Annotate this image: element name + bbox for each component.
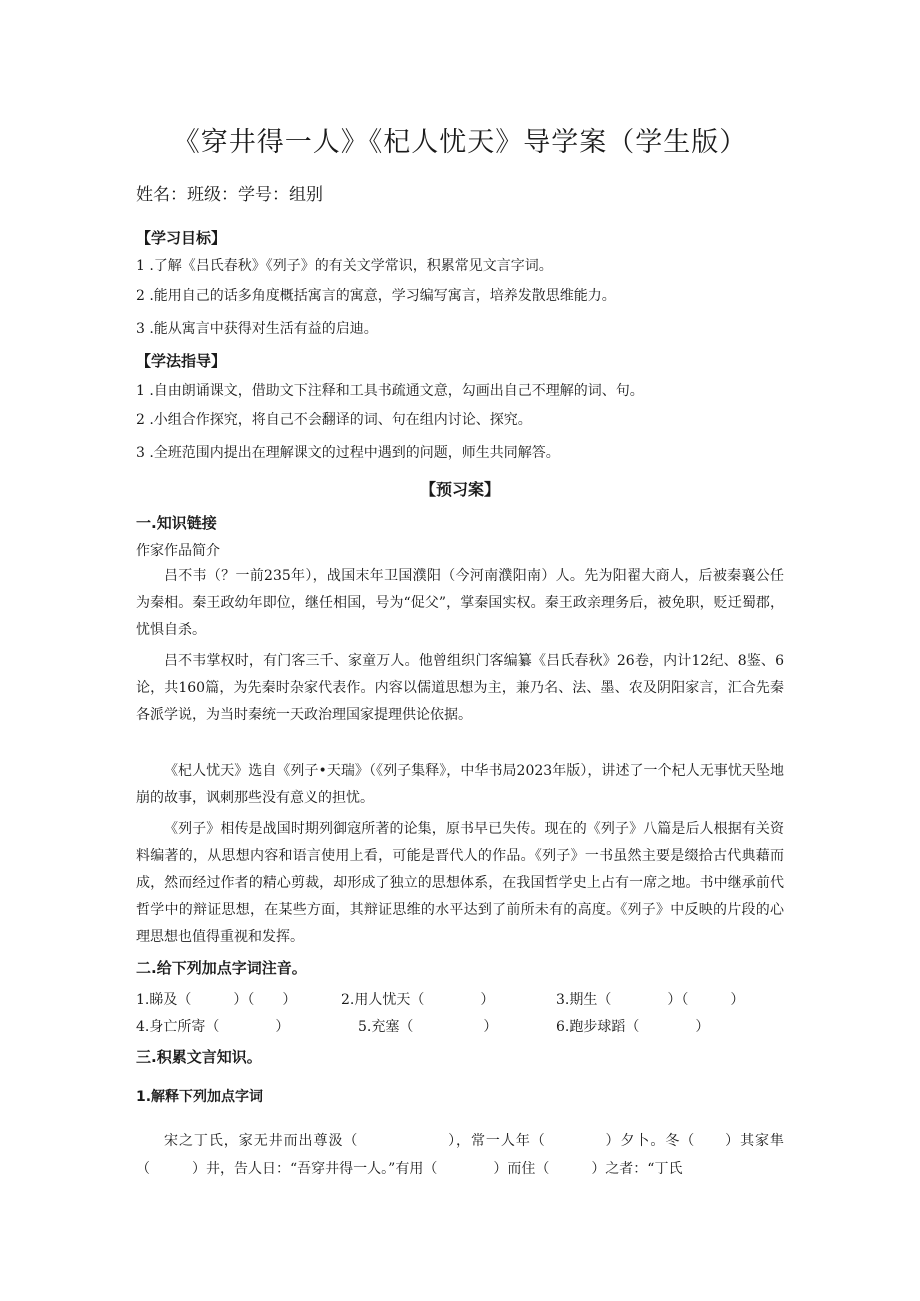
- method-item: 2 .小组合作探究，将自己不会翻译的词、句在组内讨论、探究。: [136, 412, 532, 428]
- student-info-line: 姓名：班级：学号：组别: [136, 185, 323, 205]
- learning-goals-heading: 【学习目标】: [136, 229, 227, 247]
- document-title: 《穿井得一人》《杞人忧天》导学案（学生版）: [172, 127, 748, 158]
- paragraph-qiren-youtian: 《杞人忧天》选自《列子•天瑞》（《列子集释》，中华书局2023年版），讲述了一个杞人无事忧天坠地崩的故事，讽刺那些没有意义的担忧。: [136, 763, 784, 806]
- pinyin-item: 4.身亡所寄（ ）: [136, 1019, 290, 1035]
- explain-words-heading: 1.解释下列加点字词: [136, 1089, 264, 1105]
- passage-exercise: 宋之丁氏，家无井而出尊汲（ ），常一人年（ ）夕卜。冬（ ）其家隼（ ）井，告人日：“吾穿井得一人。”有用（ ）而住（ ）之者：“丁氏: [136, 1133, 784, 1177]
- pinyin-item: 2.用人忧天（ ）: [341, 992, 495, 1008]
- paragraph-lu-buwei: 吕不韦（？一前235年），战国末年卫国濮阳（今河南濮阳南）人。先为阳翟大商人，后被秦襄公任为秦相。秦王政幼年即位，继任相国，号为“促父”，掌秦国实权。秦王政亲理务后，被免职，贬迁蜀郡，忧惧自杀。: [136, 568, 784, 638]
- method-item: 3 .全班范围内提出在理解课文的过程中遇到的问题，师生共同解答。: [136, 445, 560, 461]
- pinyin-exercise-heading: 二.给下列加点字词注音。: [136, 959, 307, 977]
- goal-item: 1 .了解《吕氏春秋》《列子》的有关文学常识，积累常见文言字词。: [136, 258, 553, 274]
- pinyin-item: 1.睇及（ ）（ ）: [136, 992, 297, 1008]
- pinyin-item: 6.跑步球蹈（ ）: [556, 1019, 710, 1035]
- learning-methods-heading: 【学法指导】: [136, 352, 227, 370]
- paragraph-liezi: 《列子》相传是战国时期列御寇所著的论集，原书早已失传。现在的《列子》八篇是后人根据有关资料编著的，从思想内容和语言使用上看，可能是晋代人的作品。《列子》一书虽然主要是缀拾古代典藉而成，然而经过作者的精心剪裁，却形成了独立的思想体系，在我国哲学史上占有一席之地。书中继承前代哲学中的辩证思想，在某些方面，其辩证思维的水平达到了前所未有的高度。《列子》中反映的片段的心理思想也值得重视和发挥。: [136, 821, 784, 945]
- author-intro-subheading: 作家作品简介: [136, 543, 220, 559]
- paragraph-lushi-chunqiu: 吕不韦掌权时，有门客三千、家童万人。他曾组织门客编纂《吕氏春秋》26卷，内计12纪、8鉴、6论，共160篇，为先秦时杂家代表作。内容以儒道思想为主，兼乃名、法、墨、农及阴阳家言，汇合先秦各派学说，为当时秦统一天政治理国家提理供论依据。: [136, 653, 784, 723]
- method-item: 1 .自由朗诵课文，借助文下注释和工具书疏通文意，勾画出自己不理解的词、句。: [136, 383, 644, 399]
- classical-knowledge-heading: 三.积累文言知识。: [136, 1048, 262, 1066]
- pinyin-item: 5.充塞（ ）: [358, 1019, 498, 1035]
- knowledge-link-heading: 一.知识链接: [136, 514, 217, 532]
- goal-item: 2 .能用自己的话多角度概括寓言的寓意，学习编写寓言，培养发散思维能力。: [136, 288, 616, 304]
- goal-item: 3 .能从寓言中获得对生活有益的启迪。: [136, 321, 378, 337]
- pinyin-item: 3.期生（ ）（ ）: [556, 992, 745, 1008]
- preview-heading: 【预习案】: [419, 480, 500, 499]
